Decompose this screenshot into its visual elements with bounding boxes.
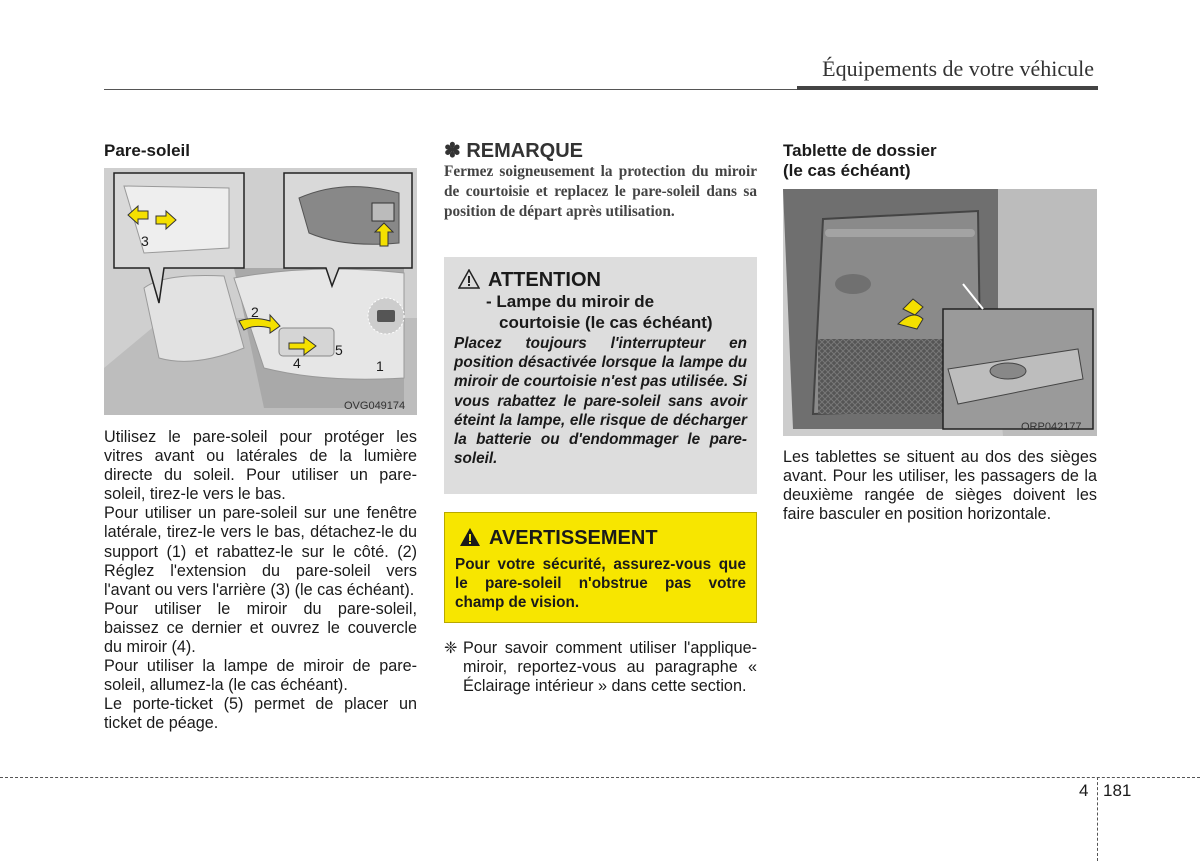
label-1: 1 — [376, 358, 384, 374]
attention-title: ATTENTION — [488, 269, 601, 291]
label-4: 4 — [293, 355, 301, 371]
paragraph: Utilisez le pare-soleil pour protéger les vitres avant ou latérales de la lumière directe du soleil. Pour utiliser un pare-soleil, tirez-le vers le bas. — [104, 428, 417, 504]
header-rule-accent — [797, 86, 1098, 90]
label-5: 5 — [335, 342, 343, 358]
remarque-title: ✽ REMARQUE — [444, 140, 583, 162]
caution-triangle-icon — [458, 269, 480, 289]
page-number: 181 — [1103, 781, 1132, 800]
label-2: 2 — [251, 304, 259, 320]
warning-text: Pour votre sécurité, assurez-vous que le pare-soleil n'obstrue pas votre champ de vision. — [455, 556, 746, 611]
tray-body: Les tablettes se situent au dos des sièges avant. Pour les utiliser, les passagers de la deuxième rangée de sièges doivent les faire basculer en position horizontale. — [783, 448, 1097, 524]
attention-box — [444, 257, 757, 494]
warning-triangle-icon — [459, 527, 481, 547]
chapter-number: 4 — [1079, 781, 1089, 800]
sun-visor-body — [104, 428, 417, 734]
tray-heading-line: Tablette de dossier — [783, 141, 937, 160]
remarque-text: Fermez soigneusement la protection du miroir de courtoisie et replacez le pare-soleil dans sa position de départ après utilisation. — [444, 163, 757, 220]
tray-heading-line: (le cas échéant) — [783, 161, 911, 180]
footer-divider-vertical — [1097, 777, 1098, 861]
label-3: 3 — [141, 233, 149, 249]
attention-text: Placez toujours l'interrupteur en position désactivée lorsque la lampe du miroir de courtoisie n'est pas utilisée. Si vous rabattez le pare-soleil sans avoir éteint la lampe, elle risque de décharger la batterie ou d'endommager le pare-soleil. — [454, 335, 747, 468]
warning-title: AVERTISSEMENT — [489, 527, 658, 549]
sun-visor-figure — [104, 168, 417, 415]
tray-figure — [783, 189, 1097, 436]
paragraph: Pour utiliser la lampe de miroir de pare-soleil, allumez-la (le cas échéant). — [104, 657, 417, 695]
paragraph: Le porte-ticket (5) permet de placer un ticket de péage. — [104, 695, 417, 733]
paragraph: Pour utiliser un pare-soleil sur une fenêtre latérale, tirez-le vers le bas, détachez-le du support (1) et rabattez-le sur le côté. (2) Réglez l'extension du pare-soleil vers l'avant ou vers l'arrière (3) (le cas échéant). — [104, 504, 417, 599]
sun-visor-illustration — [104, 168, 417, 415]
sun-visor-heading: Pare-soleil — [104, 141, 190, 160]
footer-divider — [0, 777, 1200, 778]
tray-heading — [783, 141, 937, 181]
attention-subtitle — [486, 291, 713, 333]
figure-code: OVG049174 — [344, 400, 406, 412]
figure-code: ORP042177 — [1021, 421, 1082, 433]
paragraph: Pour utiliser le miroir du pare-soleil, baissez ce dernier et ouvrez le couvercle du miroir (4). — [104, 599, 417, 657]
page-header-title: Équipements de votre véhicule — [822, 56, 1094, 81]
attention-subtitle-line: courtoisie (le cas échéant) — [499, 313, 713, 332]
warning-box — [444, 512, 757, 623]
seatback-tray-illustration — [783, 189, 1097, 436]
attention-subtitle-line: - Lampe du miroir de — [486, 292, 655, 311]
note-text: Pour savoir comment utiliser l'applique-miroir, reportez-vous au paragraphe « Éclairage intérieur » dans cette section. — [463, 639, 757, 695]
note-symbol: ❈ — [444, 639, 458, 657]
